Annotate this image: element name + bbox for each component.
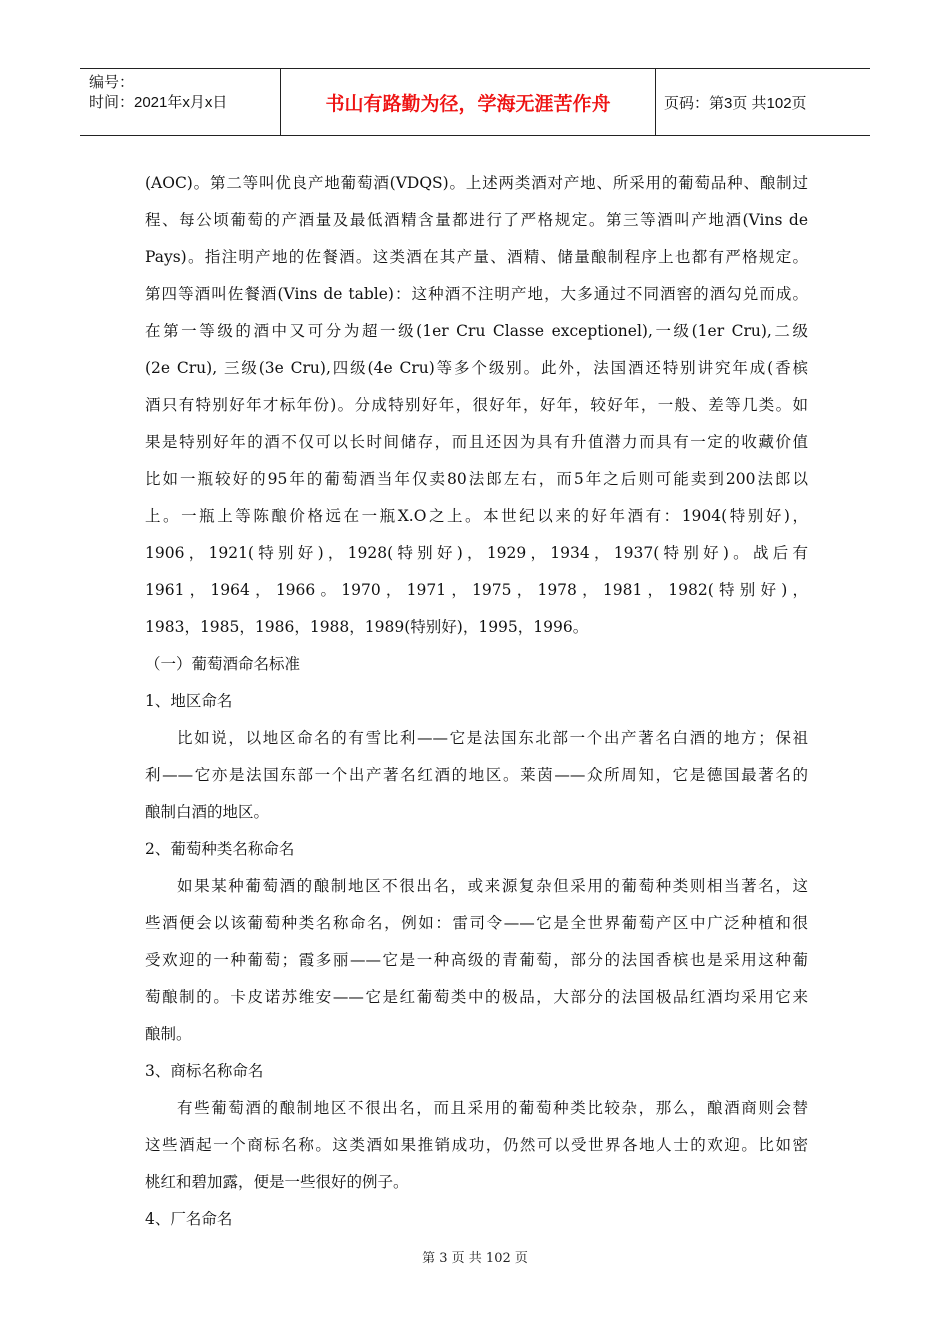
body-line: 上。一瓶上等陈酿价格远在一瓶X.O之上。本世纪以来的好年酒有：1904(特别好)， <box>145 507 808 525</box>
body-line: (2e Cru), 三级(3e Cru),四级(4e Cru)等多个级别。此外，法国酒还特别讲究年成(香槟 <box>145 359 808 377</box>
item-heading: 4、厂名命名 <box>145 1210 233 1228</box>
item-line: 有些葡萄酒的酿制地区不很出名，而且采用的葡萄种类比较杂，那么，酿酒商则会替 <box>177 1099 808 1117</box>
item-heading: 1、地区命名 <box>145 692 233 710</box>
document-body <box>145 165 808 1238</box>
item-line: 比如说，以地区命名的有雪比利——它是法国东北部一个出产著名白酒的地方；保祖 <box>177 729 808 747</box>
body-line: 在第一等级的酒中又可分为超一级(1er Cru Classe exceptionel),一级(1er Cru),二级 <box>145 322 808 340</box>
section-title: （一）葡萄酒命名标准 <box>145 655 301 673</box>
body-line: 酒只有特别好年才标年份)。分成特别好年，很好年，好年，较好年，一般、差等几类。如 <box>145 396 808 414</box>
item-line: 桃红和碧加露，便是一些很好的例子。 <box>145 1173 409 1191</box>
item-line: 如果某种葡萄酒的酿制地区不很出名，或来源复杂但采用的葡萄种类则相当著名，这 <box>177 877 808 895</box>
item-heading: 3、商标名称命名 <box>145 1062 264 1080</box>
body-line: 第四等酒叫佐餐酒(Vins de table)：这种酒不注明产地，大多通过不同酒窖的酒勾兑而成。 <box>145 285 808 303</box>
document-time-label: 时间：2021年x月x日 <box>89 94 228 111</box>
body-line: 程、每公顷葡萄的产酒量及最低酒精含量都进行了严格规定。第三等酒叫产地酒(Vins de <box>145 211 808 229</box>
body-line: 比如一瓶较好的95年的葡萄酒当年仅卖80法郎左右，而5年之后则可能卖到200法郎以 <box>145 470 808 488</box>
item-line: 这些酒起一个商标名称。这类酒如果推销成功，仍然可以受世界各地人士的欢迎。比如密 <box>145 1136 808 1154</box>
header-motto: 书山有路勤为径，学海无涯苦作舟 <box>281 69 656 135</box>
item-line: 酿制白酒的地区。 <box>145 803 270 821</box>
page-header <box>80 68 870 136</box>
item-line: 利——它亦是法国东部一个出产著名红酒的地区。莱茵——众所周知，它是德国最著名的 <box>145 766 808 784</box>
item-line: 些酒便会以该葡萄种类名称命名，例如：雷司令——它是全世界葡萄产区中广泛种植和很 <box>145 914 808 932</box>
body-line: 果是特别好年的酒不仅可以长时间储存，而且还因为具有升值潜力而具有一定的收藏价值 <box>145 433 808 451</box>
body-line: Pays)。指注明产地的佐餐酒。这类酒在其产量、酒精、储量酿制程序上也都有严格规定。 <box>145 248 808 266</box>
body-line: (AOC)。第二等叫优良产地葡萄酒(VDQS)。上述两类酒对产地、所采用的葡萄品种、酿制过 <box>145 174 808 192</box>
document-number-label: 编号： <box>89 74 135 91</box>
page-footer: 第 3 页 共 102 页 <box>422 1251 528 1266</box>
item-heading: 2、葡萄种类名称命名 <box>145 840 295 858</box>
header-meta <box>80 69 281 135</box>
header-page-info: 页码：第3页 共102页 <box>664 94 807 112</box>
item-line: 萄酿制的。卡皮诺苏维安——它是红葡萄类中的极品，大部分的法国极品红酒均采用它来 <box>145 988 808 1006</box>
item-line: 酿制。 <box>145 1025 192 1043</box>
body-line: 1983，1985，1986，1988，1989(特别好)，1995，1996。 <box>145 618 589 636</box>
body-line: 1961，1964，1966。1970，1971，1975，1978，1981，1982(特别好)， <box>145 581 808 599</box>
item-line: 受欢迎的一种葡萄；霞多丽——它是一种高级的青葡萄，部分的法国香槟也是采用这种葡 <box>145 951 808 969</box>
body-line: 1906，1921(特别好)，1928(特别好)，1929，1934，1937(特别好)。战后有 <box>145 544 808 562</box>
